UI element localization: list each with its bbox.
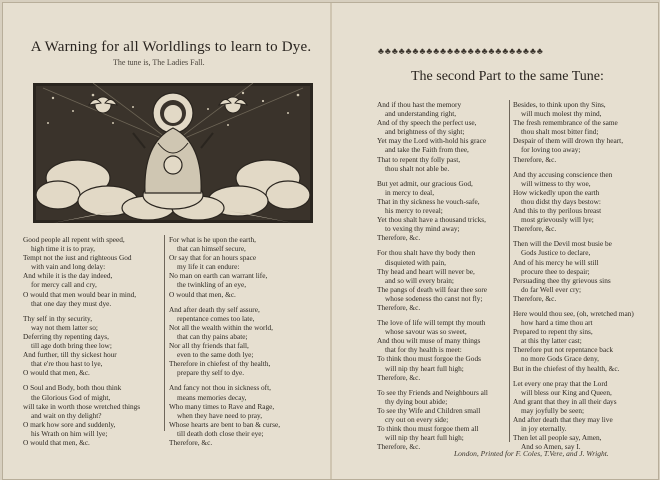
verse-line: O would that men, &c. xyxy=(169,289,236,299)
verse-line: But in the chiefest of thy health, &c. xyxy=(513,363,620,373)
left-title: A Warning for all Worldlings to learn to Dye. xyxy=(30,39,312,55)
verse-line: To see thy Friends and Neighbours all xyxy=(377,387,488,397)
verse-line: Then will the Devil most busie be xyxy=(513,239,612,249)
verse-line: will bless our King and Queen, xyxy=(521,387,612,397)
column-divider xyxy=(509,100,510,442)
verse-line: that can thy pains abate; xyxy=(177,331,248,341)
verse-line: Or say that for an hours space xyxy=(169,253,257,263)
verse-line: that for thy health is meet: xyxy=(385,345,462,355)
verse-line: Therefore, &c. xyxy=(513,154,557,164)
verse-line: to vexing thy mind away; xyxy=(385,224,460,234)
verse-line: will much molest thy mind, xyxy=(521,109,602,119)
right-title: The second Part to the same Tune: xyxy=(411,69,604,84)
verse-line: repentance comes too late, xyxy=(177,313,255,323)
verse-line: and understanding right, xyxy=(385,109,457,119)
verse-line: Whose hearts are bent to ban & curse, xyxy=(169,419,281,429)
verse-line: Persuading thee thy grievous sins xyxy=(513,275,611,285)
stanza xyxy=(377,179,507,243)
stanza xyxy=(23,314,163,378)
verse-line: Who many times to Rave and Rage, xyxy=(169,401,275,411)
verse-line: will witness to thy woe, xyxy=(521,178,591,188)
verse-line: Thy self in thy security, xyxy=(23,313,93,323)
stanza xyxy=(513,170,653,234)
verse-line: O would that men, &c. xyxy=(23,368,90,378)
verse-line: do far Well ever cry; xyxy=(521,284,582,294)
left-column-1 xyxy=(23,235,163,453)
verse-line: Tempt not the iust and righteous God xyxy=(23,253,132,263)
verse-line: Gods Justice to declare, xyxy=(521,248,591,258)
verse-line: Therefore, &c. xyxy=(377,442,421,452)
verse-line: And after death that they may live xyxy=(513,415,613,424)
verse-line: disquieted with pain, xyxy=(385,257,447,267)
stanza xyxy=(513,239,653,303)
right-column-2 xyxy=(513,100,653,457)
left-page xyxy=(3,3,329,479)
verse-line: O would that men, &c. xyxy=(23,437,90,447)
verse-line: Therefore, &c. xyxy=(513,224,557,234)
verse-line: with vain and long delay: xyxy=(31,262,106,272)
verse-line: the twinkling of an eye, xyxy=(177,280,247,290)
verse-line: O mark how sore and suddenly, xyxy=(23,419,116,429)
stanza xyxy=(377,248,507,312)
verse-line: thou shalt most bitter find; xyxy=(521,127,599,137)
verse-line: thou shalt not able be. xyxy=(385,163,450,173)
verse-line: Not all the wealth within the world, xyxy=(169,322,273,332)
stanza xyxy=(513,379,653,452)
verse-line: No man on earth can warrant life, xyxy=(169,271,268,281)
verse-line: Prepared to repent thy sins, xyxy=(513,327,593,337)
verse-line: whose sodeness tho canst not fly; xyxy=(385,293,483,303)
verse-line: when they have need to pray, xyxy=(177,410,263,420)
verse-line: And thy accusing conscience then xyxy=(513,169,613,179)
verse-line: the Glorious God of might, xyxy=(31,392,111,402)
verse-line: no more Gods Grace deny, xyxy=(521,354,599,364)
verse-line: and brightness of thy sight; xyxy=(385,127,465,137)
stanza xyxy=(377,100,507,173)
verse-line: And of his mercy he will still xyxy=(513,257,599,267)
tune-note: The tune is, The Ladies Fall. xyxy=(113,58,205,67)
verse-line: Therefore, &c. xyxy=(377,233,421,243)
verse-line: Therefore in chiefest of thy health, xyxy=(169,359,271,369)
verse-line: And so Amen, say I. xyxy=(521,442,581,452)
verse-line: The love of life will tempt thy mouth xyxy=(377,318,486,328)
verse-line: will nip thy heart full high; xyxy=(385,433,464,443)
verse-line: How wickedly upon the earth xyxy=(513,187,600,197)
verse-line: To think thou must forgoe the Gods xyxy=(377,354,481,364)
left-column-2 xyxy=(169,235,319,453)
verse-line: Therefore, &c. xyxy=(377,302,421,312)
verse-line: that e're thou hast to lye, xyxy=(31,359,103,369)
verse-line: And this to thy perilous breast xyxy=(513,206,602,216)
center-fold xyxy=(330,3,332,479)
verse-line: whose savour was so sweet, xyxy=(385,327,467,337)
verse-line: That in thy sickness he vouch-safe, xyxy=(377,196,480,206)
verse-line: and wait on thy delight? xyxy=(31,410,102,420)
verse-line: his Wrath on him will lye; xyxy=(31,428,108,438)
verse-line: thou didst thy days bestow: xyxy=(521,196,601,206)
verse-line: And of thy speech the perfect use, xyxy=(377,118,477,128)
verse-line: my life it can endure: xyxy=(177,262,240,272)
verse-line: Yet may the Lord with-hold his grace xyxy=(377,136,487,146)
verse-line: O Soul and Body, both thou think xyxy=(23,383,122,393)
verse-line: Therefore, &c. xyxy=(377,372,421,382)
verse-line: prepare thy self to dye. xyxy=(177,368,245,378)
verse-line: Thy head and heart will never be, xyxy=(377,266,475,276)
verse-line: To see thy Wife and Children small xyxy=(377,405,481,415)
verse-line: most grievously will lye; xyxy=(521,215,594,225)
verse-line: Therefore, &c. xyxy=(513,293,557,303)
verse-line: till death doth close their eye; xyxy=(177,428,264,438)
verse-line: And after death thy self assure, xyxy=(169,304,260,314)
verse-line: cry out on every side; xyxy=(385,415,449,424)
verse-line: for mercy call and cry, xyxy=(31,280,97,290)
column-divider xyxy=(164,235,165,431)
right-column-1 xyxy=(377,100,507,457)
ornament-border: ♣♣♣♣♣♣♣♣♣♣♣♣♣♣♣♣♣♣♣♣♣♣♣♣ xyxy=(378,46,544,56)
verse-line: Good people all repent with speed, xyxy=(23,235,125,244)
verse-line: will nip thy heart full high; xyxy=(385,363,464,373)
verse-line: But yet admit, our gracious God, xyxy=(377,178,473,188)
verse-line: Nor all thy friends that fall, xyxy=(169,341,249,351)
stanza xyxy=(169,305,319,378)
verse-line: for loving too away; xyxy=(521,145,581,155)
verse-line: Yet thou shalt have a thousand tricks, xyxy=(377,215,486,225)
verse-line: To think thou must forgoe them all xyxy=(377,424,479,434)
verse-line: and take the Faith from thee, xyxy=(385,145,469,155)
broadside-sheet xyxy=(2,2,659,480)
verse-line: may joyfully be seen; xyxy=(521,405,585,415)
verse-line: And while it is the day indeed, xyxy=(23,271,113,281)
verse-line: O would that men would bear in mind, xyxy=(23,289,137,299)
verse-line: For what is he upon the earth, xyxy=(169,235,256,244)
verse-line: Here would thou see, (oh, wretched man) xyxy=(513,308,634,318)
verse-line: in mercy to deal, xyxy=(385,187,435,197)
verse-line: That to repent thy folly past, xyxy=(377,154,461,164)
stanza xyxy=(169,383,319,447)
verse-line: at this thy latter cast; xyxy=(521,336,582,346)
verse-line: The pangs of death will fear thee sore xyxy=(377,284,488,294)
verse-line: procure thee to despair; xyxy=(521,266,590,276)
verse-line: Let every one pray that the Lord xyxy=(513,378,608,388)
verse-line: in joy eternally. xyxy=(521,424,567,434)
verse-line: Deferring thy repenting days, xyxy=(23,331,109,341)
verse-line: Besides, to think upon thy Sins, xyxy=(513,100,606,109)
verse-line: that can himself secure, xyxy=(177,244,246,254)
verse-line: how hard a time thou art xyxy=(521,318,593,328)
verse-line: And if thou hast the memory xyxy=(377,100,462,109)
verse-line: Then let all people say, Amen, xyxy=(513,433,602,443)
verse-line: thy dying bout abide; xyxy=(385,396,448,406)
stanza xyxy=(23,383,163,447)
verse-line: high time it is to pray, xyxy=(31,244,95,254)
verse-line: And grant that they in all their days xyxy=(513,396,617,406)
verse-line: The fresh remembrance of the same xyxy=(513,118,618,128)
verse-line: and so will every brain; xyxy=(385,275,454,285)
verse-line: And further, till thy sickest hour xyxy=(23,350,117,360)
verse-line: even to the same doth lye; xyxy=(177,350,254,360)
verse-line: his mercy to reveal; xyxy=(385,206,443,216)
verse-line: Despair of them will drown thy heart, xyxy=(513,136,624,146)
verse-line: Therefore, &c. xyxy=(169,437,213,447)
verse-line: will take in worth those wretched things xyxy=(23,401,141,411)
stanza xyxy=(513,309,653,373)
verse-line: For thou shalt have thy body then xyxy=(377,248,476,258)
verse-line: till age doth bring thee low; xyxy=(31,341,112,351)
stanza xyxy=(169,235,319,299)
verse-line: that one day they must dye. xyxy=(31,298,112,308)
woodcut-illustration xyxy=(33,83,313,223)
verse-line: means memories decay, xyxy=(177,392,247,402)
printer-imprint: London, Printed for F. Coles, T.Vere, and J. Wright. xyxy=(454,449,609,458)
stanza xyxy=(377,318,507,382)
verse-line: And fancy not thou in sickness oft, xyxy=(169,383,271,393)
stanza xyxy=(23,235,163,308)
verse-line: Therefore put not repentance back xyxy=(513,345,614,355)
verse-line: way not them latter so; xyxy=(31,322,98,332)
stanza xyxy=(377,388,507,452)
stanza xyxy=(513,100,653,164)
verse-line: And thou wilt muse of many things xyxy=(377,336,481,346)
